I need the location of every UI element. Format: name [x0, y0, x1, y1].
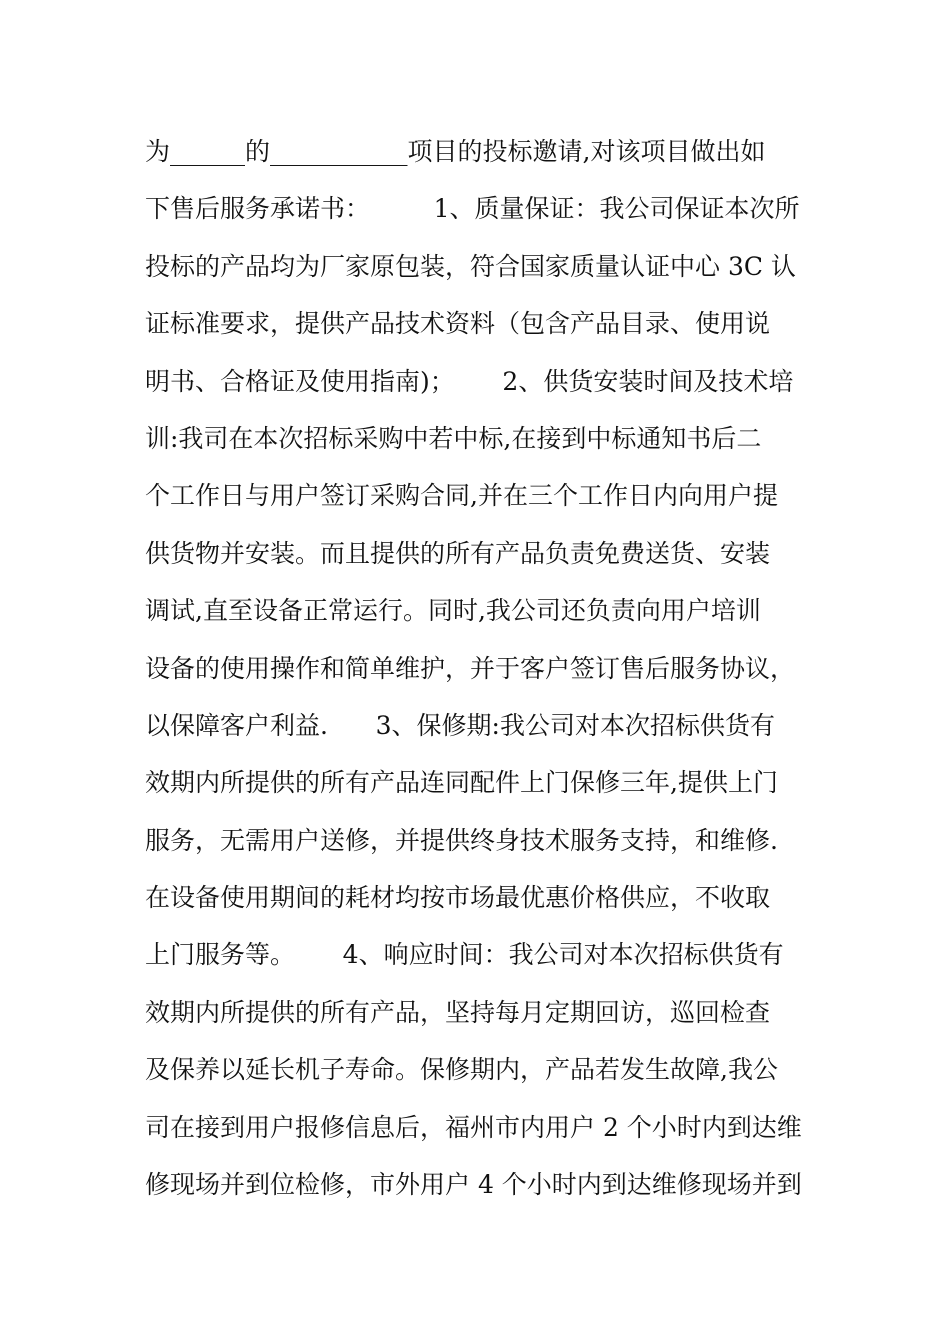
- text-line: 调试,直至设备正常运行。同时,我公司还负责向用户培训: [145, 596, 761, 626]
- text-line: 效期内所提供的所有产品，坚持每月定期回访，巡回检查: [145, 997, 771, 1027]
- text-line: 设备的使用操作和简单维护，并于客户签订售后服务协议，: [145, 653, 796, 683]
- text-line: 供货物并安装。而且提供的所有产品负责免费送货、安装: [145, 538, 771, 568]
- text-line: 效期内所提供的所有产品连同配件上门保修三年,提供上门: [145, 768, 778, 798]
- text-line: 为______的___________项目的投标邀请,对该项目做出如: [145, 137, 766, 166]
- text-line: 在设备使用期间的耗材均按市场最优惠价格供应，不收取: [145, 883, 771, 913]
- text-line: 修现场并到位检修，市外用户 4 个小时内到达维修现场并到: [145, 1170, 802, 1200]
- text-line: 证标准要求，提供产品技术资料（包含产品目录、使用说: [145, 309, 771, 339]
- text-line: 下售后服务承诺书： 1、质量保证：我公司保证本次所: [145, 194, 800, 224]
- text-line: 上门服务等。 4、响应时间：我公司对本次招标供货有: [145, 940, 784, 970]
- text-line: 及保养以延长机子寿命。保修期内，产品若发生故障,我公: [145, 1055, 778, 1085]
- text-line: 服务，无需用户送修，并提供终身技术服务支持，和维修.: [145, 825, 778, 855]
- text-line: 个工作日与用户签订采购合同,并在三个工作日内向用户提: [145, 481, 778, 511]
- text-line: 明书、合格证及使用指南)； 2、供货安装时间及技术培: [145, 366, 794, 396]
- text-line: 训:我司在本次招标采购中若中标,在接到中标通知书后二: [145, 423, 762, 453]
- text-line: 司在接到用户报修信息后，福州市内用户 2 个小时内到达维: [145, 1112, 802, 1142]
- text-line: 以保障客户利益. 3、保修期:我公司对本次招标供货有: [145, 710, 775, 740]
- text-line: 投标的产品均为厂家原包装，符合国家质量认证中心 3C 认: [145, 251, 796, 281]
- body-text: [145, 128, 815, 1218]
